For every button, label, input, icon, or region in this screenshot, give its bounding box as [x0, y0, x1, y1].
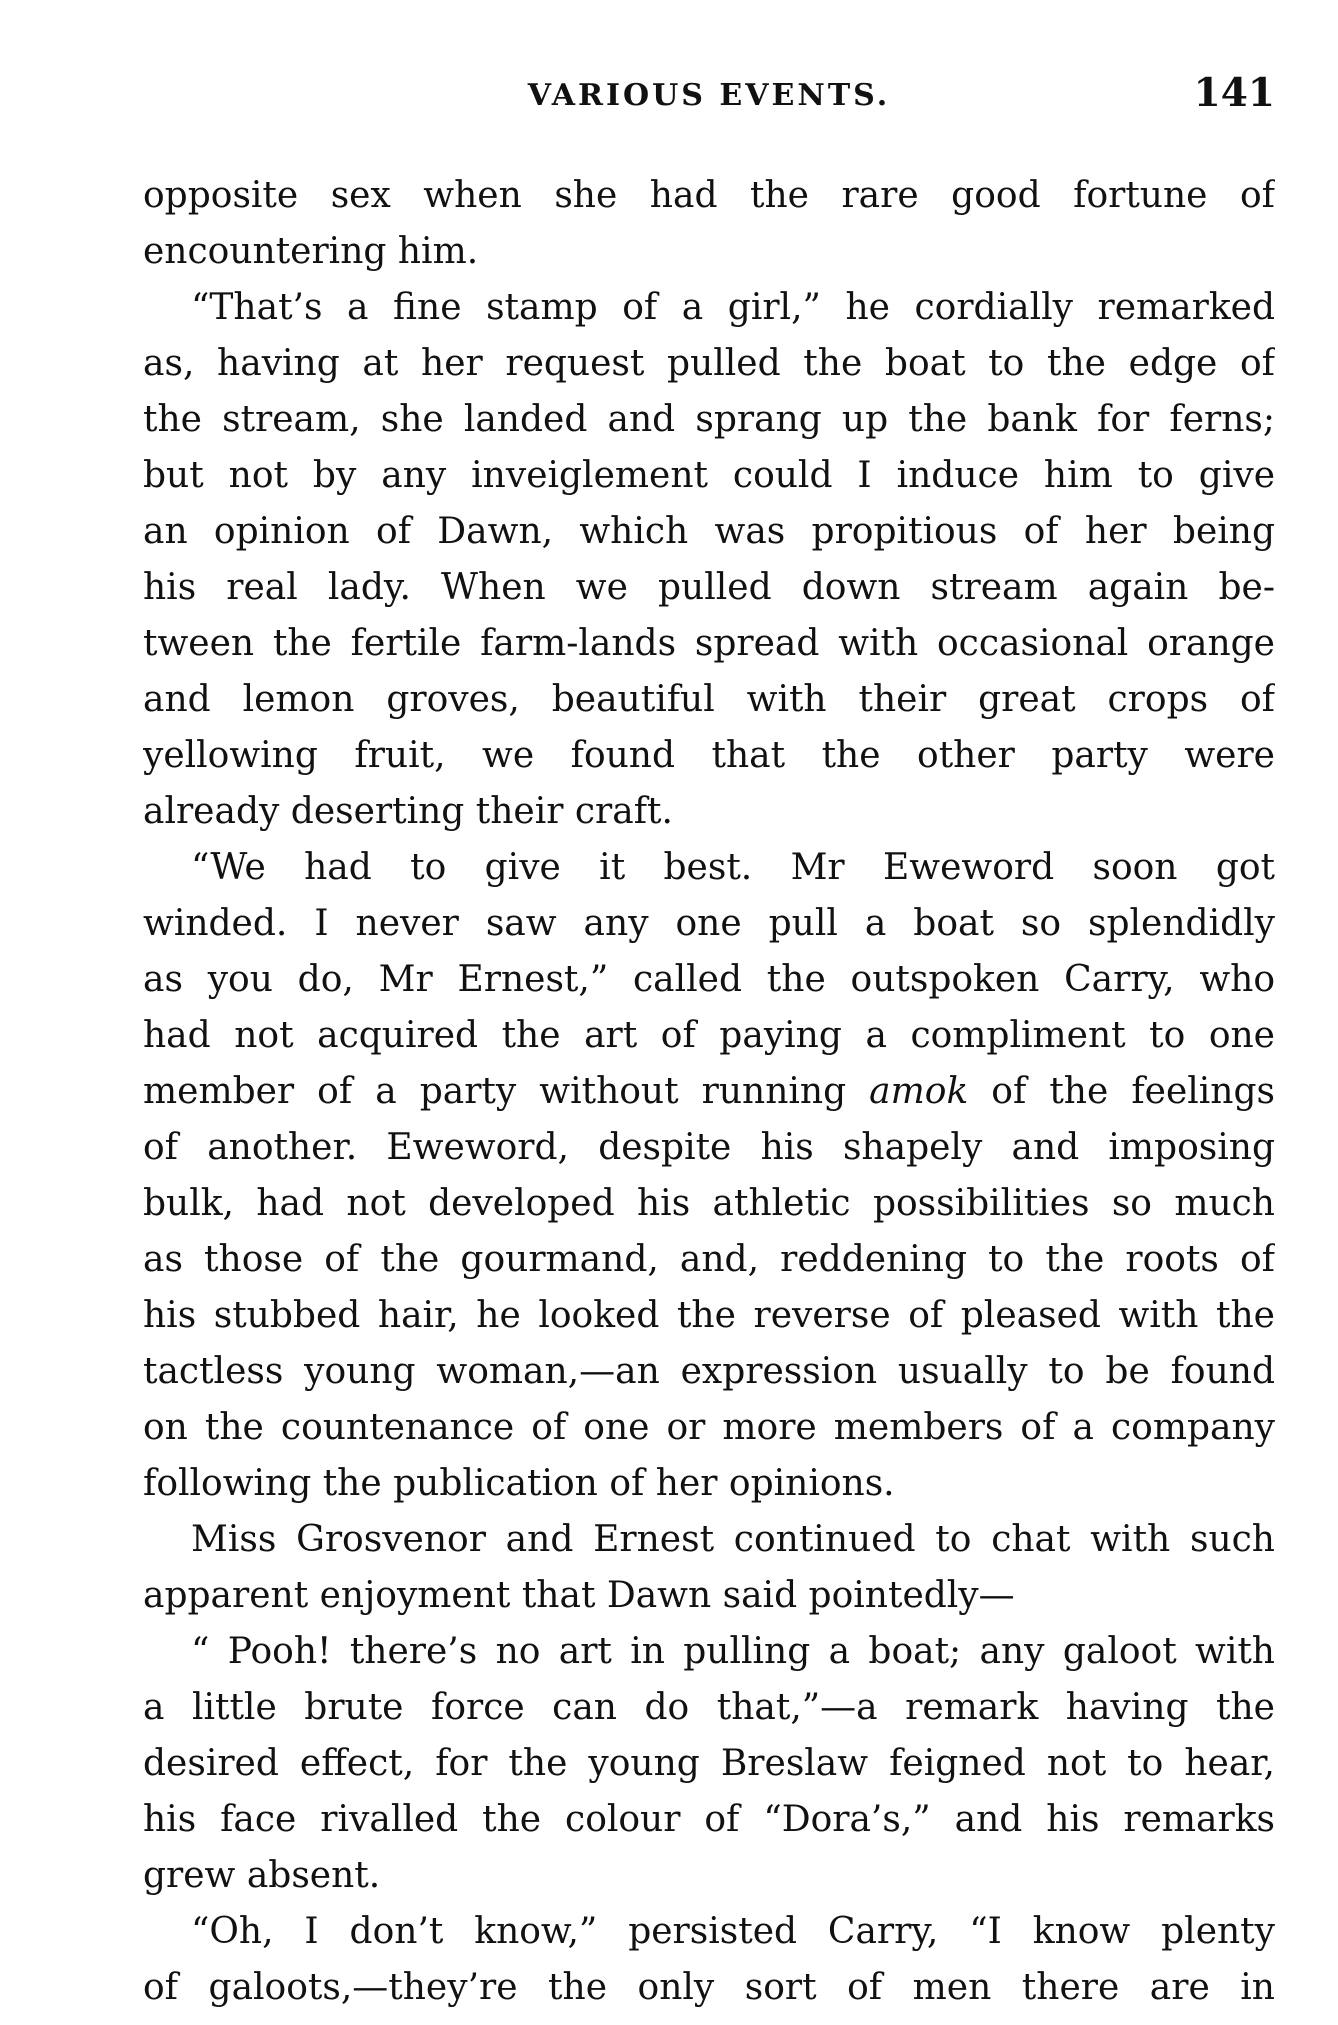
text-line: [143, 1064, 1275, 1120]
text-line-content: as you do, Mr Ernest,” called the outspoken Carry, who: [143, 959, 1275, 1000]
text-line: [143, 224, 1275, 280]
text-line: [143, 280, 1275, 336]
text-line-content: as, having at her request pulled the boat to the edge of: [143, 343, 1275, 384]
text-line-content: encountering him.: [143, 231, 479, 272]
text-line-content: opposite sex when she had the rare good fortune of: [143, 175, 1275, 216]
text-line-content: and lemon groves, beautiful with their great crops of: [143, 679, 1275, 720]
text-line: [143, 504, 1275, 560]
text-line-content: of another. Eweword, despite his shapely and imposing: [143, 1127, 1275, 1168]
text-line: [143, 1344, 1275, 1400]
text-line-content: on the countenance of one or more members of a company: [143, 1407, 1275, 1448]
text-line-content: as those of the gourmand, and, reddening to the roots of: [143, 1239, 1275, 1280]
text-line-content: grew absent.: [143, 1855, 381, 1896]
text-line-content: winded. I never saw any one pull a boat so splendidly: [143, 903, 1275, 944]
text-line-content: Miss Grosvenor and Ernest continued to chat with such: [191, 1519, 1275, 1560]
text-line-content: of galoots,—they’re the only sort of men there are in: [143, 1967, 1275, 2008]
text-line: [143, 1008, 1275, 1064]
text-line: [143, 1904, 1275, 1960]
text-line-content: his face rivalled the colour of “Dora’s,” and his remarks: [143, 1799, 1275, 1840]
text-line: [143, 1848, 1275, 1904]
text-line: [143, 336, 1275, 392]
text-line: [143, 560, 1275, 616]
text-line-content: had not acquired the art of paying a compliment to one: [143, 1015, 1275, 1056]
text-line-content: “We had to give it best. Mr Eweword soon got: [191, 847, 1275, 888]
text-line: [143, 1456, 1275, 1512]
text-line-content: already deserting their craft.: [143, 791, 673, 832]
text-line: [143, 784, 1275, 840]
body-text: [143, 168, 1275, 2016]
text-line-content: his stubbed hair, he looked the reverse of pleased with the: [143, 1295, 1275, 1336]
text-line: [143, 1680, 1275, 1736]
text-line-content: the stream, she landed and sprang up the bank for ferns;: [143, 399, 1275, 440]
page-number: 141: [1193, 70, 1275, 116]
text-line-content: a little brute force can do that,”—a remark having the: [143, 1687, 1275, 1728]
text-line-content: tactless young woman,—an expression usually to be found: [143, 1351, 1275, 1392]
text-line: [143, 1120, 1275, 1176]
text-line: [143, 728, 1275, 784]
text-line: [143, 1736, 1275, 1792]
text-line: [143, 1288, 1275, 1344]
running-title: VARIOUS EVENTS.: [527, 78, 891, 113]
text-line: [143, 1624, 1275, 1680]
text-line-content: tween the fertile farm-lands spread with occasional orange: [143, 623, 1275, 664]
italic-word: amok: [869, 1071, 969, 1112]
text-line: [143, 1792, 1275, 1848]
text-line-content: following the publication of her opinions.: [143, 1463, 895, 1504]
text-line: [143, 616, 1275, 672]
text-line-content: member of a party without running: [143, 1071, 870, 1112]
text-line-content: “Oh, I don’t know,” persisted Carry, “I know plenty: [191, 1911, 1275, 1952]
text-line: [143, 1232, 1275, 1288]
text-line-content: apparent enjoyment that Dawn said pointedly—: [143, 1575, 1015, 1616]
text-line: [143, 952, 1275, 1008]
text-line: [143, 1960, 1275, 2016]
text-line-content: bulk, had not developed his athletic possibilities so much: [143, 1183, 1275, 1224]
text-line: [143, 1512, 1275, 1568]
text-line: [143, 840, 1275, 896]
text-line: [143, 1568, 1275, 1624]
text-line: [143, 1400, 1275, 1456]
text-line: [143, 392, 1275, 448]
text-line: [143, 896, 1275, 952]
text-line-content: his real lady. When we pulled down stream again be-: [143, 567, 1275, 608]
text-line-content: “ Pooh! there’s no art in pulling a boat; any galoot with: [191, 1631, 1275, 1672]
text-line-content: of the feelings: [968, 1071, 1275, 1112]
text-line-content: desired effect, for the young Breslaw feigned not to hear,: [143, 1743, 1275, 1784]
text-line: [143, 672, 1275, 728]
text-line-content: “That’s a fine stamp of a girl,” he cordially remarked: [191, 287, 1275, 328]
running-head: [143, 70, 1275, 120]
text-line-content: an opinion of Dawn, which was propitious of her being: [143, 511, 1275, 552]
text-line-content: yellowing fruit, we found that the other party were: [143, 735, 1275, 776]
text-line: [143, 1176, 1275, 1232]
text-line: [143, 448, 1275, 504]
text-line-content: but not by any inveiglement could I induce him to give: [143, 455, 1275, 496]
text-line: [143, 168, 1275, 224]
